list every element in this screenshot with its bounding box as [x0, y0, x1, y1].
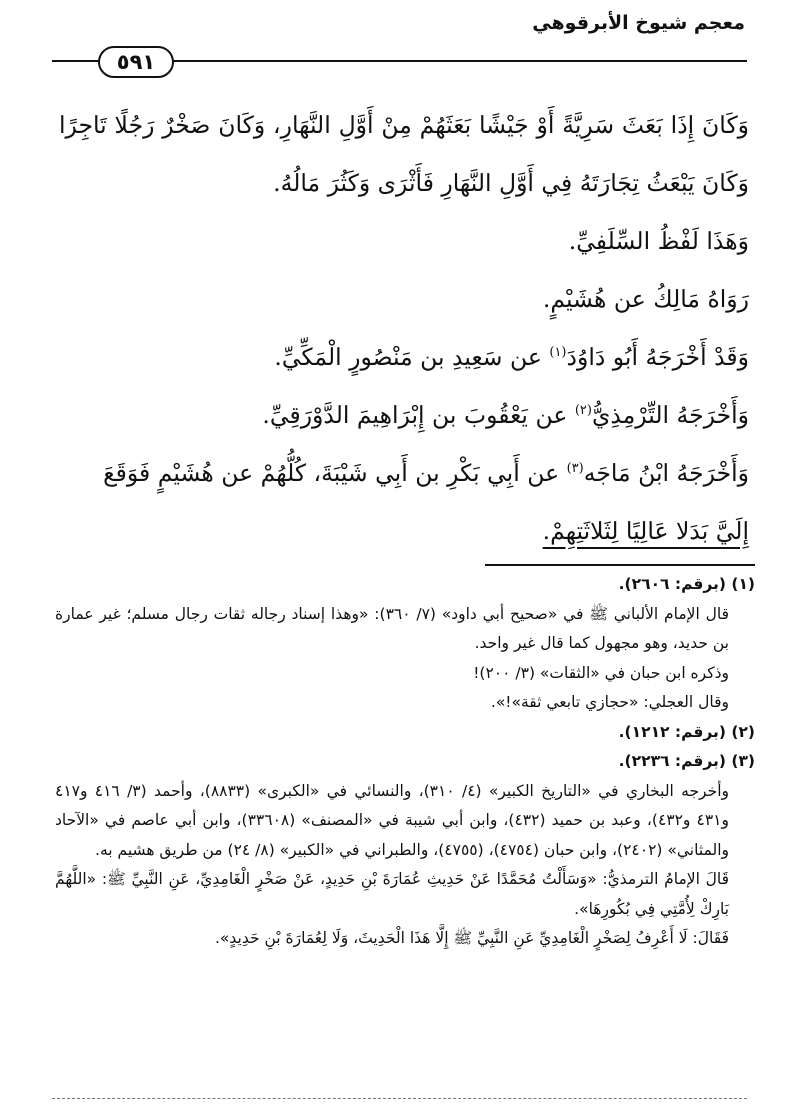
abu-dawud-text: وَقَدْ أَخْرَجَهُ أَبُو دَاوُدَ [566, 343, 749, 371]
footnote-ref-3: (٣) [566, 461, 584, 476]
footnote-2-head: (٢) (برقم: ١٢١٢). [618, 722, 755, 741]
main-line-tirmidhi [59, 386, 749, 444]
footnote-3-tirmidhi-answer: فَقَالَ: لَا أَعْرِفُ لِصَخْرٍ الْغَامِدِيِّ عَنِ النَّبِيِّ ﷺ إِلَّا هَذَا الْحَدِيثَ، وَلَا لِعُمَارَةَ بْنِ حَدِيدٍ». [214, 929, 729, 947]
footnote-1-text-ibn-hibban: وذكره ابن حبان في «الثقات» (٣/ ٢٠٠)! [473, 663, 729, 682]
footnote-3-text: وأخرجه البخاري في «التاريخ الكبير» (٤/ ٣١٠)، والنسائي في «الكبرى» (٨٨٣٣)، وأحمد (٣/ ٤١٦ و٤١٧ و٤٣١ و٤٣٢)، وعبد بن حميد (٤٣٢)، وابن أبي شيبة في «المصنف» (٣٣٦٠٨)، وابن أبي عاصم في «الآحاد والمثاني» (٢٤٠٢)، وابن حبان (٤٧٥٤)، (٤٧٥٥)، والطبراني في «الكبير» (٨/ ٢٤) من طريق هشيم به. [55, 781, 729, 859]
footnote-1-head: (١) (برقم: ٢٦٠٦). [618, 575, 755, 593]
footnotes [55, 570, 755, 954]
running-header-title: معجم شيوخ الأبرقوهي [532, 12, 745, 34]
footnote-separator [485, 564, 755, 566]
main-line-conclusion [59, 502, 749, 560]
footnote-ref-2: (٢) [574, 403, 592, 418]
footnote-3-tirmidhi-quote: قَالَ الإمامُ الترمذيُّ: «وَسَأَلْتُ مُحَمَّدًا عَنْ حَدِيثِ عُمَارَةَ بْنِ حَدِيدٍ، عَنْ صَخْرٍ الْغَامِدِيِّ، عَنِ النَّبِيِّ ﷺ: «اللَّهُمَّ بَارِكْ لِأُمَّتِي فِي بُكُورِهَا». [55, 870, 729, 918]
main-line-ibn-majah [59, 444, 749, 502]
bottom-rule [52, 1098, 747, 1099]
tirmidhi-text: وَأَخْرَجَهُ التِّرْمِذِيُّ [591, 401, 749, 429]
main-paragraph: وَكَانَ إِذَا بَعَثَ سَرِيَّةً أَوْ جَيْشًا بَعَثَهُمْ مِنْ أَوَّلِ النَّهَارِ، وَكَانَ صَخْرٌ رَجُلًا تَاجِرًا وَكَانَ يَبْعَثُ تِجَارَتَهُ فِي أَوَّلِ النَّهَارِ فَأَثْرَى وَكَثُرَ مَالُهُ. [59, 111, 749, 197]
main-line-abu-dawud [59, 328, 749, 386]
main-text [59, 96, 749, 560]
main-line-malik: رَوَاهُ مَالِكُ عن هُشَيْمٍ. [542, 285, 749, 313]
main-line-salafi: وَهَذَا لَفْظُ السِّلَفِيِّ. [568, 227, 749, 255]
footnote-1-text: قال الإمام الألباني ﷺ في «صحيح أبي داود» (٧/ ٣٦٠): «وهذا إسناد رجاله ثقات رجال مسلم؛ غير عمارة بن حديد، وهو مجهول كما قال غير واحد. [55, 604, 730, 652]
tirmidhi-source: عن يَعْقُوبَ بن إِبْرَاهِيمَ الدَّوْرَقِيِّ. [262, 401, 575, 429]
ibn-majah-text: وَأَخْرَجَهُ ابْنُ مَاجَه [583, 459, 749, 487]
abu-dawud-source: عن سَعِيدِ بن مَنْصُورٍ الْمَكِّيِّ. [274, 343, 550, 371]
footnote-ref-1: (١) [549, 345, 567, 360]
ibn-majah-source: عن أَبِي بَكْرِ بن أَبِي شَيْبَةَ، كُلُّهُمْ عن هُشَيْمٍ فَوَقَعَ [103, 459, 567, 487]
footnote-1-text-ijli: وقال العجلي: «حجازي تابعي ثقة»!». [490, 693, 729, 711]
page-number-badge: ٥٩١ [98, 46, 174, 78]
conclusion-text: إِلَيَّ بَدَلا عَالِيًا لِثَلاثَتِهِمْ. [542, 517, 749, 545]
footnote-3-head: (٣) (برقم: ٢٢٣٦). [618, 752, 755, 770]
